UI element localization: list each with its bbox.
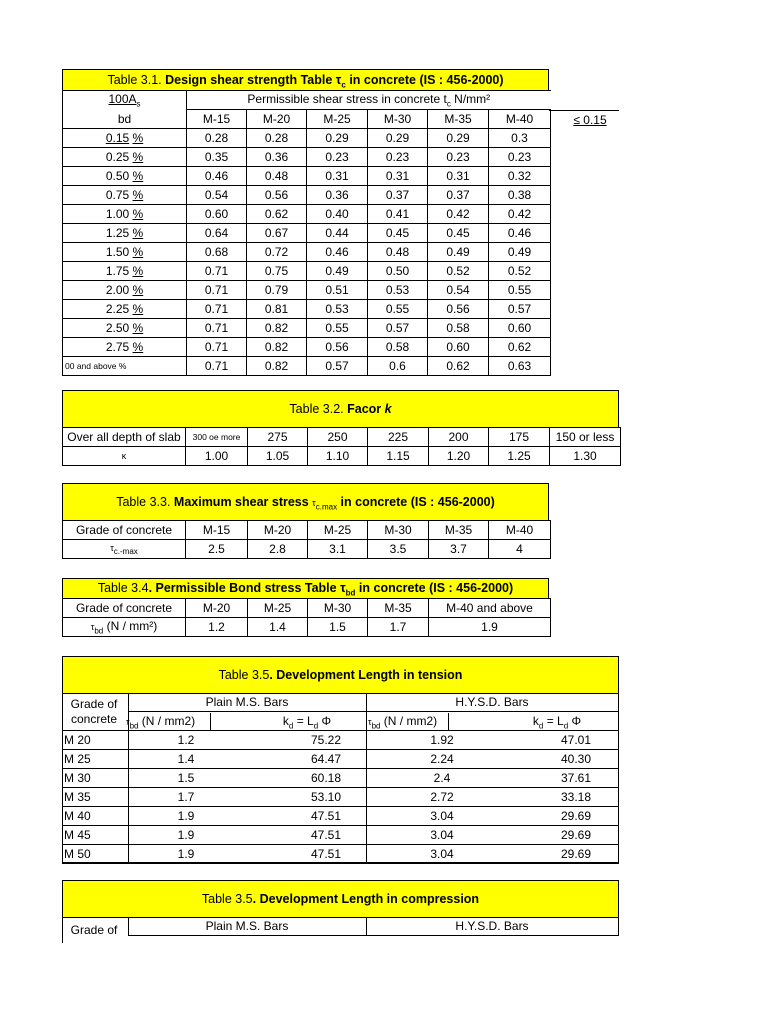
- table-3-5-number: Table 3.5: [201, 892, 253, 906]
- tau-symbol: τ: [368, 717, 372, 727]
- row-label-value: 2.25: [105, 302, 130, 316]
- table-cell: 0.23: [428, 148, 489, 167]
- table-cell: 0.54: [187, 186, 247, 205]
- table-cell: 0.62: [428, 357, 489, 376]
- grade-header: M-35: [368, 599, 429, 618]
- table-cell: 0.48: [247, 167, 307, 186]
- kd-symbol: k: [282, 714, 289, 728]
- table-cell: 0.56: [307, 338, 368, 357]
- table-cell: 0.35: [187, 148, 247, 167]
- tau-bd-label: [63, 618, 186, 637]
- table-cell: 0.36: [247, 148, 307, 167]
- tau-symbol: τ: [126, 717, 130, 727]
- grade-header: M-20: [186, 599, 248, 618]
- table-cell: 29.69: [560, 828, 592, 842]
- k-cell: 1.00: [186, 447, 248, 466]
- table-cell: 0.52: [428, 262, 489, 281]
- row-label-value: 0.75: [105, 188, 130, 202]
- grade-cell: M 50: [64, 847, 91, 861]
- table-cell: 0.23: [368, 148, 428, 167]
- table-3-1-number: Table 3.1.: [107, 73, 166, 87]
- table-cell: 0.55: [368, 300, 428, 319]
- grade-header: M-20: [247, 110, 307, 129]
- table-cell: 0.46: [307, 243, 368, 262]
- table-cell: 0.28: [247, 129, 307, 148]
- tau-symbol: τ: [90, 621, 95, 632]
- table-cell: 3.04: [430, 847, 454, 861]
- table-cell: 0.71: [187, 281, 247, 300]
- table-cell: 0.60: [187, 205, 247, 224]
- grade-header: M-35: [429, 521, 489, 540]
- table-cell: 0.29: [428, 129, 489, 148]
- grade-header: M-35: [428, 110, 489, 129]
- table-cell: 1.2: [177, 733, 195, 747]
- table-cell: 1.7: [368, 618, 429, 637]
- table-cell: 0.23: [307, 148, 368, 167]
- row-label-value: 1.25: [105, 226, 130, 240]
- table-3-3-title-text: Maximum shear stress: [173, 495, 313, 509]
- table-cell: 0.42: [428, 205, 489, 224]
- side-note: [560, 113, 620, 128]
- percent-sign: %: [132, 321, 144, 335]
- table-row: [63, 357, 551, 376]
- plain-ms-bars-header: Plain M.S. Bars: [205, 695, 289, 709]
- grade-header: M-30: [368, 110, 428, 129]
- percent-sign: %: [132, 340, 144, 354]
- tau-subscript: c: [341, 80, 346, 90]
- table-cell: 0.53: [368, 281, 428, 300]
- table-cell: 3.7: [429, 540, 489, 559]
- kappa-label: κ: [63, 447, 186, 466]
- table-cell: 1.5: [308, 618, 368, 637]
- table-cell: 0.31: [307, 167, 368, 186]
- table-cell: 0.60: [489, 319, 551, 338]
- tau-subscript: bd: [345, 588, 356, 598]
- table-cell: 0.32: [489, 167, 551, 186]
- table-cell: 1.9: [177, 809, 195, 823]
- table-3-4: [62, 598, 551, 637]
- k-last: 1.30: [550, 447, 621, 466]
- table-cell: 60.18: [310, 771, 342, 785]
- table-cell: 0.40: [307, 205, 368, 224]
- header-bd: bd: [63, 110, 187, 129]
- table-cell: 0.56: [428, 300, 489, 319]
- phi-symbol: Φ: [318, 714, 332, 728]
- grade-header: M-15: [187, 110, 247, 129]
- table-cell: 1.2: [186, 618, 248, 637]
- table-cell: 53.10: [310, 790, 342, 804]
- row-label: [63, 186, 187, 205]
- row-label-value: 1.75: [105, 264, 130, 278]
- table-3-3-title-suffix: in concrete (IS : 456-2000): [337, 495, 495, 509]
- row-divider: [62, 863, 619, 864]
- row-label: [63, 262, 187, 281]
- table-cell: 0.23: [489, 148, 551, 167]
- table-cell: 29.69: [560, 809, 592, 823]
- kd-equals: = L: [293, 714, 314, 728]
- table-row: [63, 300, 551, 319]
- table-cell: 0.57: [368, 319, 428, 338]
- tau-subscript: bd: [94, 626, 104, 636]
- row-label: [63, 319, 187, 338]
- table-3-3-number: Table 3.3.: [116, 495, 174, 509]
- table-cell: 33.18: [560, 790, 592, 804]
- grade-cell: M 40: [64, 809, 91, 823]
- table-row: [63, 167, 551, 186]
- table-cell: 0.50: [368, 262, 428, 281]
- table-row: [63, 338, 551, 357]
- row-label: [63, 300, 187, 319]
- k-cell: 1.15: [368, 447, 429, 466]
- table-cell: 29.69: [560, 847, 592, 861]
- table-3-5-title-text: . Development Length in tension: [269, 668, 463, 682]
- table-row: [63, 243, 551, 262]
- concrete-label: concrete: [70, 712, 118, 726]
- table-cell: 0.49: [307, 262, 368, 281]
- grade-label: Grade of concrete: [63, 521, 186, 540]
- grade-of-label: Grade of: [70, 697, 118, 711]
- table-cell: 1.4: [177, 752, 195, 766]
- table-3-5-compression: [62, 917, 619, 943]
- table-3-1-title-text: Design shear strength Table: [165, 73, 336, 87]
- row-label-value: 2.00: [105, 283, 130, 297]
- table-cell: 0.58: [368, 338, 428, 357]
- percent-sign: %: [132, 169, 144, 183]
- tau-unit: (N / mm2): [138, 714, 196, 728]
- percent-sign: %: [132, 283, 144, 297]
- table-cell: 0.42: [489, 205, 551, 224]
- table-3-5-compression-title: [62, 880, 619, 918]
- percent-sign: %: [132, 131, 144, 145]
- table-cell: 0.29: [307, 129, 368, 148]
- table-cell: 0.71: [187, 338, 247, 357]
- table-3-5-number: Table 3.5: [218, 668, 270, 682]
- table-3-1-title: [62, 69, 549, 91]
- k-symbol: k: [384, 402, 392, 416]
- tau-unit: (N / mm²): [103, 618, 158, 633]
- table-cell: 0.46: [489, 224, 551, 243]
- row-label: [63, 205, 187, 224]
- tau-subscript: c.-max: [113, 546, 138, 556]
- percent-sign: %: [132, 188, 144, 202]
- hysd-bars-header: H.Y.S.D. Bars: [455, 695, 529, 709]
- table-cell: 0.52: [489, 262, 551, 281]
- header-permissible-text: Permissible shear stress in concrete t: [247, 91, 447, 106]
- table-cell: 0.79: [247, 281, 307, 300]
- grade-cell: M 25: [64, 752, 91, 766]
- table-cell: 75.22: [310, 733, 342, 747]
- table-cell: 0.71: [187, 319, 247, 338]
- side-note-text: ≤ 0.15: [573, 113, 607, 127]
- tau-symbol: τ: [110, 542, 114, 553]
- table-cell: 0.72: [247, 243, 307, 262]
- grade-of-label: Grade of: [70, 923, 118, 937]
- depth-cell: 225: [368, 428, 429, 447]
- table-cell: 0.63: [489, 357, 551, 376]
- row-label-value: 1.50: [105, 245, 130, 259]
- hysd-bars-header: H.Y.S.D. Bars: [455, 919, 529, 933]
- table-cell: 0.71: [187, 300, 247, 319]
- table-cell: 64.47: [310, 752, 342, 766]
- table-3-2-title: [62, 390, 619, 428]
- table-row: [63, 129, 551, 148]
- table-cell: 0.71: [187, 357, 247, 376]
- table-row: [63, 205, 551, 224]
- row-label-value: 0.25: [105, 150, 130, 164]
- table-cell: 0.36: [307, 186, 368, 205]
- table-3-4-title-suffix: in concrete (IS : 456-2000): [355, 581, 514, 595]
- grade-header: M-25: [308, 521, 368, 540]
- grade-header: M-25: [307, 110, 368, 129]
- kd-equals: = L: [543, 714, 564, 728]
- table-cell: 0.41: [368, 205, 428, 224]
- table-cell: 2.5: [186, 540, 248, 559]
- row-label-value: 0.50: [105, 169, 130, 183]
- row-label-above: 00 and above %: [63, 357, 187, 376]
- table-cell: 3.04: [430, 809, 454, 823]
- table-3-5-tension-title: [62, 656, 619, 694]
- table-cell: 0.75: [247, 262, 307, 281]
- table-row: [63, 148, 551, 167]
- table-cell: 0.54: [428, 281, 489, 300]
- table-cell: 0.62: [489, 338, 551, 357]
- table-row: [63, 281, 551, 300]
- table-3-4-number: Table 3.4: [97, 581, 149, 595]
- depth-cell: 200: [429, 428, 489, 447]
- table-cell: 0.37: [428, 186, 489, 205]
- grade-cell: M 35: [64, 790, 91, 804]
- grade-header: M-30: [308, 599, 368, 618]
- table-cell: 47.51: [310, 828, 342, 842]
- depth-cell: 175: [489, 428, 550, 447]
- table-cell: 37.61: [560, 771, 592, 785]
- tau-unit: (N / mm2): [380, 714, 438, 728]
- table-cell: 0.45: [428, 224, 489, 243]
- table-cell: 0.46: [187, 167, 247, 186]
- table-cell: 0.53: [307, 300, 368, 319]
- k-cell: 1.20: [429, 447, 489, 466]
- table-3-2: [62, 427, 621, 466]
- table-cell: 0.44: [307, 224, 368, 243]
- table-3-2-number: Table 3.2.: [289, 402, 348, 416]
- table-cell: 47.01: [560, 733, 592, 747]
- table-cell: 1.9: [177, 828, 195, 842]
- row-label-value: 0.15: [105, 131, 130, 145]
- table-cell: 0.81: [247, 300, 307, 319]
- tau-cmax-label: [63, 540, 186, 559]
- k-cell: 1.10: [308, 447, 368, 466]
- depth-label: Over all depth of slab: [63, 428, 186, 447]
- grade-header: M-25: [248, 599, 308, 618]
- kd-subscript: d: [288, 721, 294, 731]
- table-cell: 0.57: [307, 357, 368, 376]
- table-cell: 1.9: [177, 847, 195, 861]
- row-label: [63, 148, 187, 167]
- table-3-1-extension-line: [549, 110, 619, 111]
- table-cell: 0.48: [368, 243, 428, 262]
- table-cell: 0.6: [368, 357, 428, 376]
- table-cell: 2.4: [433, 771, 451, 785]
- row-label-value: 2.75: [105, 340, 130, 354]
- percent-sign: %: [132, 207, 144, 221]
- grade-cell: M 20: [64, 733, 91, 747]
- row-label-value: 2.50: [105, 321, 130, 335]
- table-cell: 3.1: [308, 540, 368, 559]
- table-cell: 2.24: [430, 752, 454, 766]
- table-3-5-tension: [62, 693, 619, 863]
- table-3-2-title-text: Facor: [347, 402, 385, 416]
- table-cell: 0.56: [247, 186, 307, 205]
- table-cell: 2.72: [430, 790, 454, 804]
- table-cell: 0.64: [187, 224, 247, 243]
- table-3-1-title-suffix: in concrete (IS : 456-2000): [345, 73, 504, 87]
- row-label: [63, 129, 187, 148]
- plain-ms-bars-header: Plain M.S. Bars: [205, 919, 289, 933]
- header-permissible-subscript: c: [446, 99, 451, 109]
- table-cell: 0.55: [489, 281, 551, 300]
- percent-sign: %: [132, 245, 144, 259]
- grade-header: M-30: [368, 521, 429, 540]
- grade-cell: M 45: [64, 828, 91, 842]
- k-cell: 1.05: [248, 447, 308, 466]
- table-cell: 0.58: [428, 319, 489, 338]
- percent-sign: %: [132, 302, 144, 316]
- grade-cell: M 30: [64, 771, 91, 785]
- kd-subscript: d: [538, 721, 544, 731]
- row-label: [63, 338, 187, 357]
- table-cell: 0.55: [307, 319, 368, 338]
- percent-sign: %: [132, 264, 144, 278]
- table-cell: 0.68: [187, 243, 247, 262]
- depth-cell: 250: [308, 428, 368, 447]
- table-cell: 0.29: [368, 129, 428, 148]
- kd-symbol: k: [532, 714, 539, 728]
- table-cell: 0.82: [247, 357, 307, 376]
- table-3-1-grade-row: [63, 110, 551, 129]
- table-cell: 1.7: [177, 790, 195, 804]
- table-cell: 0.57: [489, 300, 551, 319]
- grade-header: M-40: [489, 110, 551, 129]
- depth-cell: 275: [248, 428, 308, 447]
- k-cell: 1.25: [489, 447, 550, 466]
- header-permissible-unit: N/mm²: [450, 91, 491, 106]
- table-cell: 0.45: [368, 224, 428, 243]
- table-3-4-title: [62, 578, 549, 599]
- header-100as-text: 100A: [108, 91, 137, 106]
- tau-subscript: c.max: [315, 502, 338, 512]
- table-cell: 1.9: [429, 618, 551, 637]
- table-row: [63, 262, 551, 281]
- ld-subscript: d: [313, 721, 319, 731]
- table-cell: 1.5: [177, 771, 195, 785]
- grade-header: M-40 and above: [429, 599, 551, 618]
- grade-header: M-40: [489, 521, 551, 540]
- table-cell: 0.62: [247, 205, 307, 224]
- table-3-3-title: [62, 483, 549, 521]
- table-cell: 3.5: [368, 540, 429, 559]
- phi-symbol: Φ: [568, 714, 582, 728]
- table-cell: 0.67: [247, 224, 307, 243]
- table-cell: 2.8: [248, 540, 308, 559]
- header-permissible-shear-stress: [187, 91, 551, 110]
- grade-header: M-20: [248, 521, 308, 540]
- table-cell: 47.51: [310, 809, 342, 823]
- grade-label: Grade of concrete: [63, 599, 186, 618]
- table-cell: 0.49: [428, 243, 489, 262]
- table-3-3: [62, 520, 551, 559]
- row-label: [63, 167, 187, 186]
- table-cell: 3.04: [430, 828, 454, 842]
- table-cell: 0.38: [489, 186, 551, 205]
- table-cell: 0.31: [368, 167, 428, 186]
- row-label: [63, 224, 187, 243]
- table-cell: 0.82: [247, 338, 307, 357]
- ld-subscript: d: [563, 721, 569, 731]
- table-3-5-title-text: . Development Length in compression: [252, 892, 480, 906]
- depth-first: 300 oe more: [186, 428, 248, 447]
- table-cell: 0.31: [428, 167, 489, 186]
- tau-symbol: τ: [312, 498, 316, 508]
- tau-symbol: τ: [340, 581, 346, 595]
- table-cell: 1.4: [248, 618, 308, 637]
- table-cell: 0.71: [187, 262, 247, 281]
- row-label-value: 1.00: [105, 207, 130, 221]
- table-3-4-title-text: . Permissible Bond stress Table: [148, 581, 341, 595]
- table-cell: 0.37: [368, 186, 428, 205]
- percent-sign: %: [132, 226, 144, 240]
- tau-subscript: bd: [371, 721, 381, 731]
- table-3-1: [62, 90, 551, 376]
- table-cell: 1.92: [430, 733, 454, 747]
- table-cell: 0.60: [428, 338, 489, 357]
- table-cell: 0.51: [307, 281, 368, 300]
- depth-last: 150 or less: [550, 428, 621, 447]
- percent-sign: %: [132, 150, 144, 164]
- row-label: [63, 281, 187, 300]
- table-cell: 0.49: [489, 243, 551, 262]
- row-label: [63, 243, 187, 262]
- tau-symbol: τ: [335, 73, 342, 87]
- header-100as: [63, 91, 187, 110]
- table-row: [63, 224, 551, 243]
- table-row: [63, 186, 551, 205]
- table-cell: 40.30: [560, 752, 592, 766]
- table-cell: 0.82: [247, 319, 307, 338]
- grade-header: M-15: [186, 521, 248, 540]
- table-row: [63, 319, 551, 338]
- table-cell: 47.51: [310, 847, 342, 861]
- table-cell: 4: [489, 540, 551, 559]
- table-cell: 0.3: [489, 129, 551, 148]
- header-100as-subscript: s: [136, 99, 141, 109]
- tau-subscript: bd: [129, 721, 139, 731]
- table-cell: 0.28: [187, 129, 247, 148]
